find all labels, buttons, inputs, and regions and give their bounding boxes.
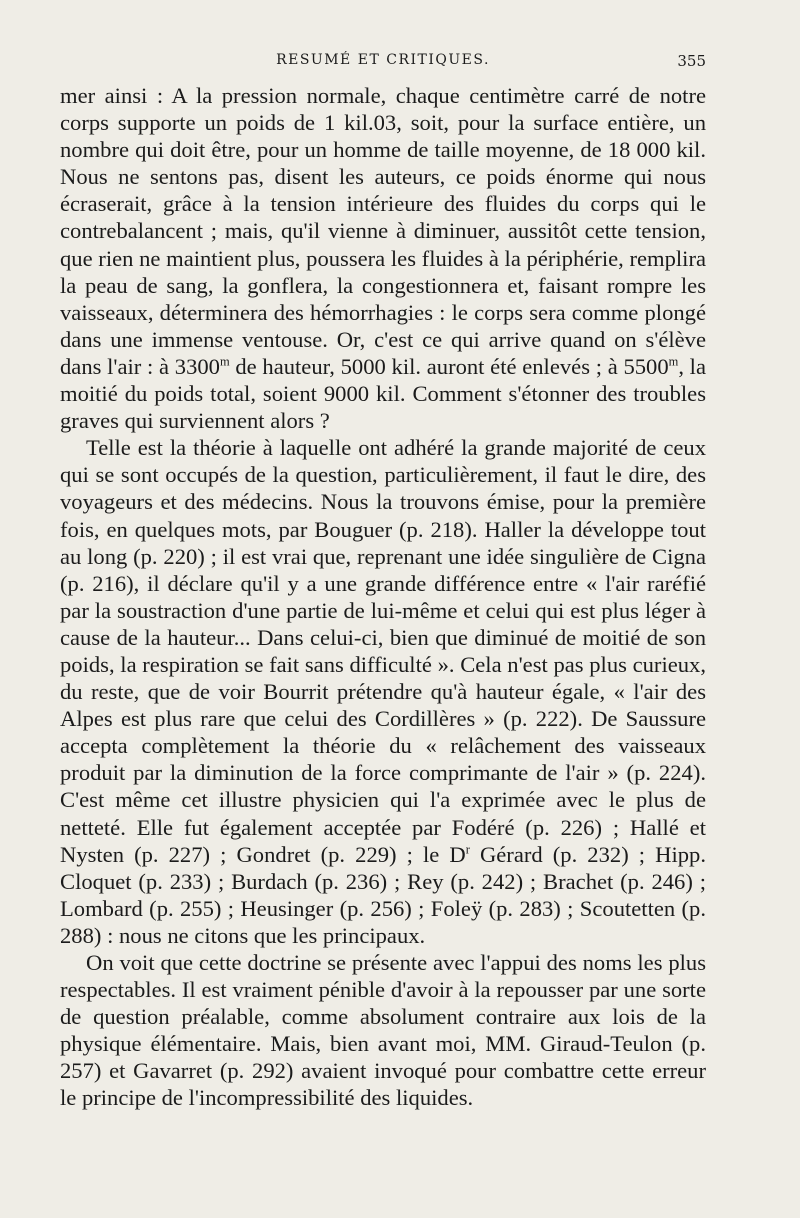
- text-run: mer ainsi : A la pression normale, chaque centimètre carré de notre corps supporte un poids de 1 kil.03, soit, pour la surface entière, un nombre qui doit être, pour un homme de taille moyenne, de 18 000 kil. Nous ne sentons pas, disent les auteurs, ce poids énorme qui nous écraserait, grâce à la tension intérieure des fluides du corps qui le contrebalancent ; mais, qu'il vienne à diminuer, aussitôt cette tension, que rien ne maintient plus, poussera les fluides à la périphérie, remplira la peau de sang, la gonflera, la congestionnera et, faisant rompre les vaisseaux, déterminera des hémorrhagies : le corps sera comme plongé dans une immense ventouse. Or, c'est ce qui arrive quand on s'élève dans l'air : à 3300: [60, 83, 706, 379]
- paragraph-1: [60, 82, 706, 434]
- text-run: de hauteur, 5000 kil. auront été enlevés ; à 5500: [229, 353, 669, 379]
- superscript: m: [668, 354, 679, 369]
- paragraph-3: [60, 949, 706, 1112]
- superscript: m: [219, 354, 230, 369]
- body-text: [60, 82, 706, 1112]
- text-run: Telle est la théorie à laquelle ont adhéré la grande majorité de ceux qui se sont occupés de la question, particulièrement, il faut le dire, des voyageurs et des médecins. Nous la trouvons émise, pour la première fois, en quelques mots, par Bouguer (p. 218). Haller la développe tout au long (p. 220) ; il est vrai que, reprenant une idée singulière de Cigna (p. 216), il déclare qu'il y a une grande différence entre « l'air raréfié par la soustraction d'une partie de lui-même et celui qui est plus léger à cause de la hauteur... Dans celui-ci, bien que diminué de moitié de son poids, la respiration se fait sans difficulté ». Cela n'est pas plus curieux, du reste, que de voir Bourrit prétendre qu'à hauteur égale, « l'air des Alpes est plus rare que celui des Cordillères » (p. 222). De Saussure accepta complètement la théorie du « relâchement des vaisseaux produit par la diminution de la force comprimante de l'air » (p. 224). C'est même cet illustre physicien qui l'a exprimée avec le plus de netteté. Elle fut également acceptée par Fodéré (p. 226) ; Hallé et Nysten (p. 227) ; Gondret (p. 229) ; le D: [60, 435, 706, 867]
- superscript: r: [465, 842, 470, 857]
- page-number: 355: [677, 52, 706, 70]
- text-run: , la moitié du poids total, soient 9000 kil. Comment s'étonner des troubles graves qui surviennent alors ?: [60, 353, 706, 434]
- text-run: Gérard (p. 232) ; Hipp. Cloquet (p. 233) ; Burdach (p. 236) ; Rey (p. 242) ; Brachet (p. 246) ; Lombard (p. 255) ; Heusinger (p. 256) ; Foleÿ (p. 283) ; Scoutetten (p. 288) : nous ne citons que les principaux.: [60, 841, 706, 948]
- running-head: RESUMÉ ET CRITIQUES.: [276, 52, 490, 68]
- text-run: On voit que cette doctrine se présente avec l'appui des noms les plus respectables. Il est vraiment pénible d'avoir à la repousser par une sorte de question préalable, comme absolument contraire aux lois de la physique élémentaire. Mais, bien avant moi, MM. Giraud-Teulon (p. 257) et Gavarret (p. 292) avaient invoqué pour combattre cette erreur le principe de l'incompressibilité des liquides.: [60, 950, 706, 1111]
- paragraph-2: [60, 434, 706, 949]
- page-header: [60, 52, 706, 78]
